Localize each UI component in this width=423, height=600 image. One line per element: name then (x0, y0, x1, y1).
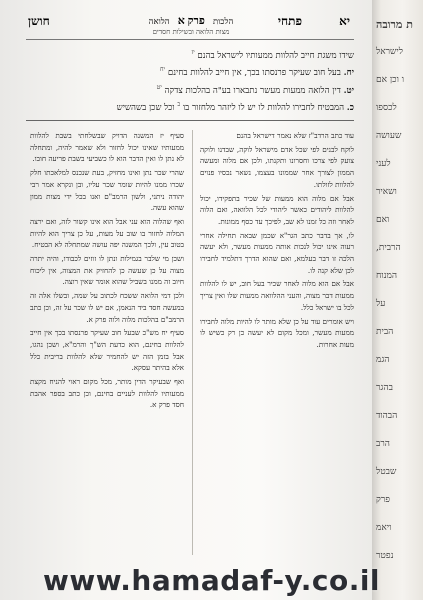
section-separator (26, 120, 354, 121)
halacha-text: שידו משגת חייב להלוות ממעותיו לישראל בהנם (194, 50, 354, 61)
commentary-paragraph (200, 278, 354, 313)
header-rule (26, 39, 354, 40)
facing-page-text-fragment: בהגר (376, 383, 393, 393)
paragraph-text: שהרי שכר נתן ואינו מחזיק, בעת שנכנס למלאכתו חלק שכרו ממנו להיות שומר שכר עליו, ובן ונקרא אמר רבי יהודה ניתני, ולשון הרמב"ם ואנו בכל ידי מצות ממון שהוא עשה. (30, 168, 184, 213)
commentary-paragraph (30, 216, 184, 251)
paragraph-text: ויש אומרים עוד על כן שלא מותר לו להיות מלוה לחבירו ממעות מעשר, ומכל מקום לא יעשה כן רק כשיש לו מעות אחרות. (200, 316, 354, 349)
facing-page-text-fragment: פרק (376, 495, 390, 505)
facing-page-text-fragment: שבטל (376, 467, 397, 477)
paragraph-text: עוד כתב הרדב"ז שלא נאמר דישראל בהנם (236, 131, 354, 140)
facing-page-edge (372, 0, 423, 600)
facing-page-text-fragment: ויאמ (376, 523, 392, 533)
facing-page-text-fragment: הבית (376, 327, 394, 337)
paragraph-text: לוקח לבנים לפי שכל אדם מישראל לוקה, שבדנו ולוקה צועק לפי צרכו וחסרונו ותקנתו, ולכן אם מלוה ומעשה הממון לצורך אחר שממונו בעצמו, נשאר נכסיו פנוים להלוות לזולתו. (200, 144, 354, 189)
header-center (116, 14, 266, 36)
facing-page-text-fragment: הגמ (376, 355, 390, 365)
facing-page-text-fragment: על (376, 299, 386, 309)
halacha-number: כ. (346, 102, 354, 113)
halacha-text: וכל שכן בשהשיש (116, 102, 178, 113)
halacha-text-block (26, 46, 354, 115)
halacha-line (26, 98, 354, 115)
halacha-text: המבטיח לחבירו להלוות לו יש לו ליזהר מלחזור בו (180, 102, 347, 113)
commentary-column-right (200, 130, 354, 560)
commentary-paragraph (30, 167, 184, 214)
commentary-paragraph (30, 253, 184, 288)
facing-page-text-fragment: ת מרובה (376, 18, 413, 31)
footnote-marker: יז (191, 49, 195, 56)
facing-page-text-fragment: ושאיר (376, 187, 397, 197)
facing-page-text-fragment: ו וכן אם (376, 75, 405, 85)
facing-page-text-fragment: המנוח (376, 271, 398, 281)
halacha-line (26, 63, 354, 80)
facing-page-text-fragment: לעני (376, 159, 391, 169)
running-title-pitchei: פתחי (277, 14, 302, 28)
page-number: יא (339, 14, 350, 28)
footnote-marker: יח (160, 66, 166, 74)
footnote-marker: יט (156, 83, 162, 91)
website-watermark: www.hamadaf-y.co.il (42, 564, 381, 597)
paragraph-text: לו, אך בדבר כתב הגר"א שכמן שבאה תחילה אחרי רעוה אינו יכול לנכות אותה ממעות מעשר, ולא יעשה הלכה זו דבר בעלמא, ואם שהוא הדרך דתלמיד לחבירו לכן שלא קנה לו. (200, 230, 354, 275)
halacha-text: דין הלואה ממעות מעשר נתבארו בע"ה בהלכות צדקה (161, 85, 344, 96)
halacha-line (26, 46, 354, 63)
book-title: חושן (28, 14, 50, 28)
facing-page-text-fragment: נפטר (376, 551, 394, 561)
commentary-paragraph (30, 130, 184, 165)
paragraph-text: ואף שבעיקר הדין מותר, מכל מקום ראוי להניח מקצת ממעותיו להלוות לעניים בחינם, וכן כתב בספר אהבת חסד פרק א. (30, 377, 184, 410)
paragraph-text: ולכן דמי הלואה ששכח לכתוב על שמה, ובשלו אלה זה במעשה חסד ביד הנאמן, אם יש לו שכר על זה, וכן כתב הרמב"ם בהלכות מלוה ולוה פרק א. (30, 291, 184, 324)
paragraph-text: סעיף יח מש"כ שבעל חוב שעיקר פרנסתו בכך אין חייב להלוות בחינם, הוא כדעת הש"ך והרמ"א, ושכן נהגו, אבל בזמן הזה יש להחמיר שלא להלוות בריבית כלל אלא בהיתר עסקא. (30, 328, 184, 373)
page-header (28, 14, 350, 36)
header-subtitle: מצות הלואה ובשילות חסדים (152, 28, 230, 36)
halacha-text: בעל חוב שעיקר פרנסתו בכך, אין חייב להלוות בחינם (165, 68, 344, 79)
commentary-paragraph (200, 230, 354, 277)
paragraph-text: ושכן מי שלבר בגמילות ונתן לו זוזים לכבודו, והיה יתרה מצוה על כן שעשה כן להחזיק את המצוה, אין ליכוח חיוב זה ממנו בשביל שהוא אומר שאין רוצה. (30, 254, 184, 287)
paragraph-text: ואף שהלוה הוא עני אבל הוא אינו קשור לזה, ואם ירצה המלוה לחזור בו שוב על מעות, על כן צריך הוא להיות בטוב עין, ולכך המשנה יפה עושה שמתחלה לא הבטיח. (30, 216, 184, 250)
halacha-number: יט. (343, 85, 354, 96)
paragraph-text: אבל אם הוא מלוה לאחר שכיר בעל חוב, יש לו להלוות ממעות דבר מצוה, והעני ההלוואה ממעות שלו ואין צריך לכל בו ישראל כלל. (200, 279, 354, 312)
facing-page-text-fragment: הרב (376, 439, 390, 449)
halacha-number: יח. (343, 68, 354, 79)
facing-page-text-fragment: הבהוד (376, 411, 398, 421)
facing-page-text-fragment: לכספו (376, 103, 397, 113)
commentary-column-left (30, 130, 184, 560)
commentary-paragraph (30, 290, 184, 325)
facing-page-text-fragment: הרבית, (376, 243, 401, 253)
commentary-paragraph (200, 193, 354, 228)
commentary-paragraph (30, 376, 184, 411)
facing-page-text-fragment: שעושה (376, 131, 402, 141)
commentary-paragraph (200, 130, 354, 142)
perek-letter: א (177, 14, 185, 27)
commentary-paragraph (30, 327, 184, 374)
paragraph-text: סעיף יז המשנה הדויק שבשלחתי בשבת להלוות ממעותיו שאינו יכול לחזור ולא שאמר להיה, ומתחלה לא נתן לו ואין הדבר הוא לו כשביעי בשבת פריעה חובו. (30, 131, 184, 164)
column-divider (192, 130, 193, 555)
facing-page-text-fragment: לישראל (376, 47, 403, 57)
facing-page-text-fragment: ואם (376, 215, 390, 225)
footnote-marker: כ (177, 101, 181, 109)
perek-word: פרק (187, 14, 205, 27)
commentary-paragraph (200, 144, 354, 191)
paragraph-text: אבל אם מלוה הוא ממעות של שכיר בתפקידו, יכול להלוות ליהודים כאשר ליהודי לכל הלוואה, ואם הלוה לאחר וזה כל זמנו לא שב, לפיכך עד כסף ממונות. (200, 193, 354, 226)
commentary-paragraph (200, 316, 354, 351)
halachos-word: הלכות (212, 17, 234, 27)
halvaah-word: הלואה (148, 17, 170, 27)
halacha-line (26, 81, 354, 98)
